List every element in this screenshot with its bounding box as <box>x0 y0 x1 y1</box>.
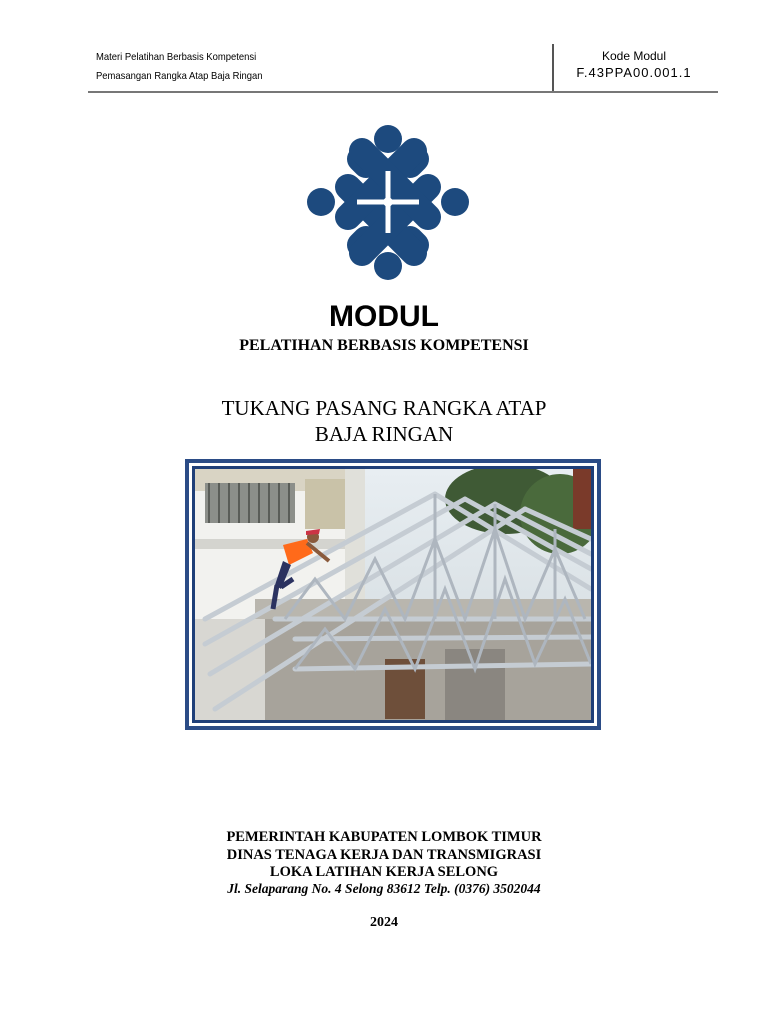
header-module-code <box>560 48 708 81</box>
footer-address: Jl. Selaparang No. 4 Selong 83612 Telp. (0376) 3502044 <box>227 881 541 896</box>
header-rule <box>88 91 718 93</box>
roof-truss-worker-photo <box>195 469 591 720</box>
footer-agency: DINAS TENAGA KERJA DAN TRANSMIGRASI <box>226 847 542 863</box>
footer-institution: LOKA LATIHAN KERJA SELONG <box>269 864 499 880</box>
module-code-value: F.43PPA00.001.1 <box>576 65 692 80</box>
header-line-1: Materi Pelatihan Berbasis Kompetensi <box>96 51 257 63</box>
module-title: MODUL <box>329 300 439 333</box>
ministry-of-manpower-logo-icon <box>304 125 472 281</box>
topic-line-1: TUKANG PASANG RANGKA ATAP <box>221 396 547 420</box>
header-vertical-divider <box>552 44 554 91</box>
topic-line-2: BAJA RINGAN <box>314 422 454 446</box>
module-subtitle: PELATIHAN BERBASIS KOMPETENSI <box>239 337 529 354</box>
footer-government: PEMERINTAH KABUPATEN LOMBOK TIMUR <box>226 829 542 845</box>
publication-year: 2024 <box>370 915 398 930</box>
header-line-2: Pemasangan Rangka Atap Baja Ringan <box>96 70 263 82</box>
header-module-info <box>96 48 263 86</box>
module-code-label: Kode Modul <box>601 49 667 63</box>
cover-photo-frame <box>185 459 601 730</box>
module-topic-title <box>0 395 768 447</box>
